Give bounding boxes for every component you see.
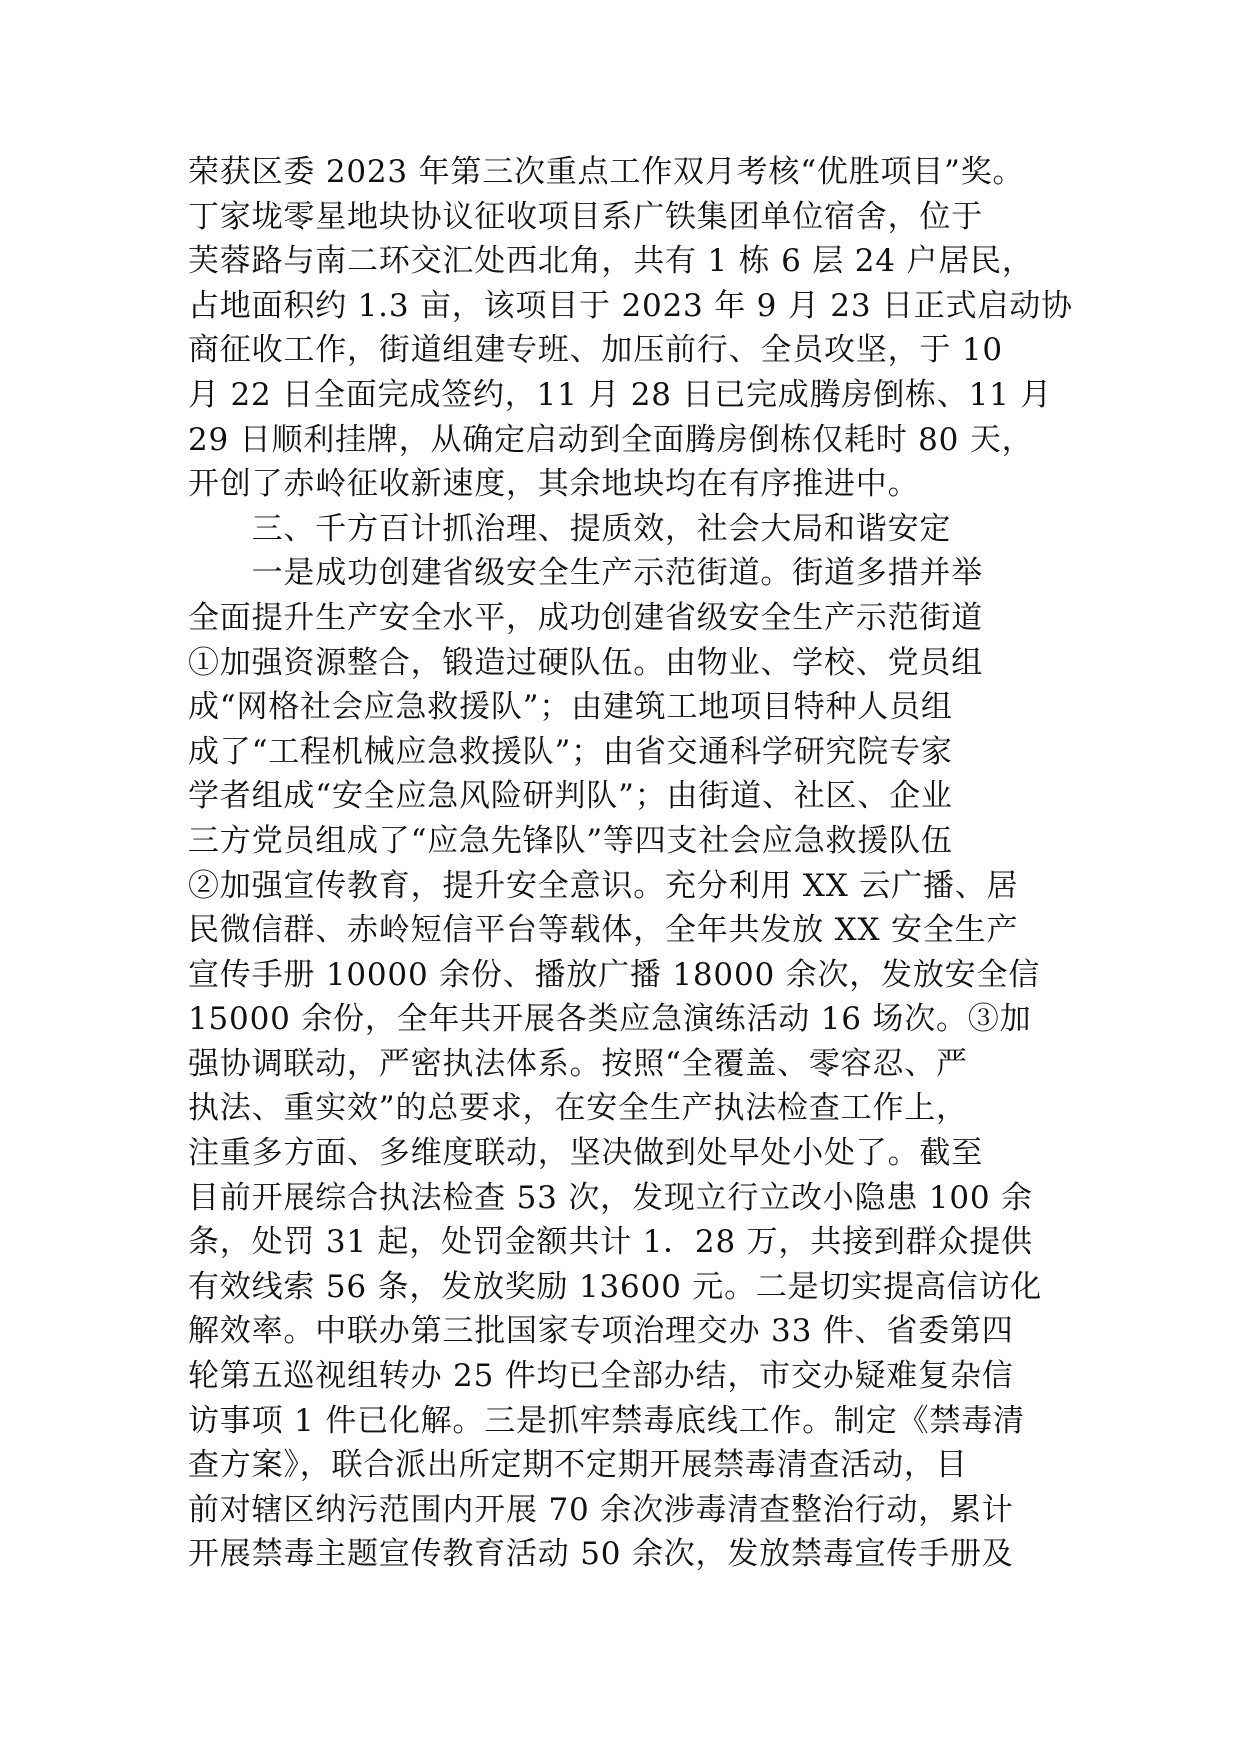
text-line: 成“网格社会应急救援队”；由建筑工地项目特种人员组 (188, 689, 953, 726)
text-line: 商征收工作，街道组建专班、加压前行、全员攻坚，于 10 (188, 332, 1003, 369)
text-line: ②加强宣传教育，提升安全意识。充分利用 XX 云广播、居 (188, 867, 1019, 904)
text-line: 占地面积约 1.3 亩，该项目于 2023 年 9 月 23 日正式启动协 (188, 287, 1073, 324)
text-line: 访事项 1 件已化解。三是抓牢禁毒底线工作。制定《禁毒清 (188, 1402, 1025, 1439)
text-line: 15000 余份，全年共开展各类应急演练活动 16 场次。③加 (188, 1001, 1032, 1038)
text-line: 宣传手册 10000 余份、播放广播 18000 余次，发放安全信 (188, 956, 1041, 993)
text-line: 丁家垅零星地块协议征收项目系广铁集团单位宿舍，位于 (188, 198, 983, 235)
text-line: 开创了赤岭征收新速度，其余地块均在有序推进中。 (188, 466, 920, 503)
text-line: 目前开展综合执法检查 53 次，发现立行立改小隐患 100 余 (188, 1179, 1033, 1216)
text-line: 荣获区委 2023 年第三次重点工作双月考核“优胜项目”奖。 (188, 154, 1025, 190)
text-line: 开展禁毒主题宣传教育活动 50 余次，发放禁毒宣传手册及 (188, 1536, 1014, 1573)
text-line: 学者组成“安全应急风险研判队”；由街道、社区、企业 (188, 778, 953, 815)
text-line: 一是成功创建省级安全生产示范街道。街道多措并举 (188, 555, 983, 592)
text-line: 成了“工程机械应急救援队”；由省交通科学研究院专家 (188, 733, 953, 770)
section-heading: 三、千方百计抓治理、提质效，社会大局和谐安定 (188, 510, 952, 547)
text-line: 条，处罚 31 起，处罚金额共计 1．28 万，共接到群众提供 (188, 1224, 1033, 1261)
text-line: 注重多方面、多维度联动，坚决做到处早处小处了。截至 (188, 1135, 983, 1172)
text-line: 前对辖区纳污范围内开展 70 余次涉毒清查整治行动，累计 (188, 1491, 1014, 1528)
text-line: 查方案》，联合派出所定期不定期开展禁毒清查活动，目 (188, 1447, 968, 1484)
text-line: 三方党员组成了“应急先锋队”等四支社会应急救援队伍 (188, 822, 953, 859)
text-line: 月 22 日全面完成签约，11 月 28 日已完成腾房倒栋、11 月 (188, 376, 1053, 413)
text-line: 民微信群、赤岭短信平台等载体，全年共发放 XX 安全生产 (188, 912, 1019, 949)
text-line: 有效线索 56 条，发放奖励 13600 元。二是切实提高信访化 (188, 1268, 1043, 1305)
text-line: 轮第五巡视组转办 25 件均已全部办结，市交办疑难复杂信 (188, 1358, 1014, 1395)
text-line: 强协调联动，严密执法体系。按照“全覆盖、零容忍、严 (188, 1045, 968, 1082)
body-text (188, 150, 1073, 1577)
text-line: 29 日顺利挂牌，从确定启动到全面腾房倒栋仅耗时 80 天， (188, 421, 1034, 458)
text-line: ①加强资源整合，锻造过硬队伍。由物业、学校、党员组 (188, 644, 983, 681)
text-line: 解效率。中联办第三批国家专项治理交办 33 件、省委第四 (188, 1313, 1014, 1350)
text-line: 芙蓉路与南二环交汇处西北角，共有 1 栋 6 层 24 户居民， (188, 243, 1034, 280)
text-line: 执法、重实效”的总要求，在安全生产执法检查工作上， (188, 1090, 968, 1127)
text-line: 全面提升生产安全水平，成功创建省级安全生产示范街道 (188, 599, 983, 636)
